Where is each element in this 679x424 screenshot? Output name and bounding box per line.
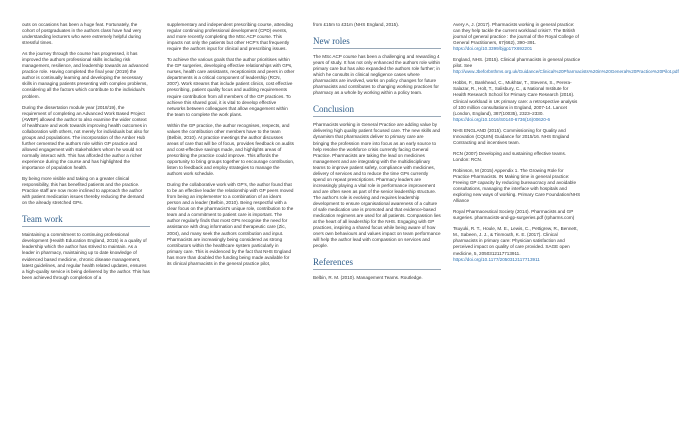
- reference-item: [453, 22, 581, 52]
- reference-text: Tsuyuki, R. T., Houle, M. E., Lewis, C., Pettigrew, R., Bennett, M., Sabeen, J. J., & Tinmouth, K. E. (2017). Clinical pharmacists in primary care: Physician satisfaction and perceived impact on quality of care provided. SAGE open medicine, 5, 2050312117713911.: [453, 226, 578, 256]
- reference-link[interactable]: http://www.Jbeforbnthms.org.uk/Guidance/Clinical%20Pharmacists%20in%20General%20Practice%20Pilot.pdf: [453, 69, 679, 75]
- section-divider: [22, 226, 150, 227]
- paragraph: During the dissertation module year (2018/19), the requirement of completing an Advanced Work Based Project (AWBP) allowed the author to also examine the wider context of healthcare and work towards improving health outcomes in collaboration with others, not merely for individuals but also for groups and populations. The incorporation of the Amber Hub further cemented the authors role within GP practice and allowed engagement with stakeholders whom he would not normally interact with. This has afforded the author a richer experience during the course and has highlighted the importance of population health.: [22, 104, 149, 171]
- column-3: [313, 22, 441, 286]
- paragraph: As the journey through the course has progressed, it has improved the authors professional skills including risk management, resilience, and leadership towards an advanced practice role. Having completed the final year (2019) the author is continually learning and developing the necessary skills in managing patients presenting with complex problems, considering all the factors which contribute to the individual's problem.: [22, 51, 149, 99]
- column-2: [167, 22, 295, 272]
- reference-item: [453, 57, 679, 75]
- reference-item: [453, 226, 581, 262]
- reference-item: [453, 209, 581, 221]
- section-heading-conclusion: Conclusion: [313, 104, 355, 115]
- reference-item: [453, 151, 581, 163]
- column-1: [22, 22, 150, 286]
- reference-link[interactable]: https://doi.org/10.1016/S0140-6736(16)00620-6: [453, 116, 551, 122]
- paragraph: supplementary and independent prescribing course, attending regular continuing professional development (CPD) events, and more recently completing the MSc ACP course. This impacts not only the patients but other HCP's that frequently require the authors input for clinical and prescribing issues.: [167, 22, 293, 52]
- reference-text: Royal Pharmaceutical Society (2014). Pharmacists and GP surgeries. pharmacists-and-gp-surgeries.pdf (rpharms.com): [453, 209, 575, 221]
- section-heading-new-roles: New roles: [313, 36, 350, 47]
- section-heading-team-work: Team work: [22, 214, 63, 225]
- section-divider: [313, 116, 441, 117]
- section-divider: [313, 48, 441, 49]
- paragraph: outs on occasions has been a huge feat. Fortunately, the cohort of postgraduates in the authors class have had very understanding lecturers who were extremely helpful during stressful times.: [22, 22, 142, 46]
- reference-item: Belbin, R. M. (2010). Management Teams. Routledge.: [313, 275, 423, 281]
- column-4: [453, 22, 679, 268]
- paragraph: The MSc ACP course has been a challenging and rewarding 4 years of study. It has not only enhanced the authors role within primary care but has also expanded the authors role further; in which he consults in clinical negligence cases where pharmacists are involved, works on policy changes for future pharmacists and contributes to changing working practices for pharmacy as a whole by working within a policy team.: [313, 54, 441, 96]
- reference-item: [453, 168, 581, 204]
- reference-text: Avery A, J. (2017). Pharmacists working in general practice: can they help tackle the current workload crisis?. The British journal of general practice : the journal of the Royal College of General Practitioners, 67(662), 390–391.: [453, 22, 579, 46]
- paragraph: Maintaining a commitment to continuing professional development (Health Education England, 2015) is a quality of leadership which the author has strived to maintain. As a leader in pharmacy, maintaining up to date knowledge of evidenced based medicine, chronic disease management, latest guidelines, and regular health related updates, ensures a high-quality service is being delivered by the author. This has been achieved through completion of a: [22, 232, 150, 280]
- reference-item: [453, 128, 581, 146]
- paragraph: Pharmacists working in General Practice are adding value by delivering high quality patient focused care. The new skills and dynamism that pharmacists deliver to primary care are bringing the profession more into focus as an early source to help resolve the workforce crisis currently facing General Practice. Pharmacists are taking the lead on medicines management and are integrating with the multidisciplinary teams to improve patient safety, compliance with medicines, delivery of services and to reduce the time GPs currently spend on repeat prescriptions. Pharmacy leaders are increasingly playing a vital role in performance improvement and are often seen as part of the senior leadership structure. The author's role is evolving and requires leadership development to ensure organisational awareness of a culture of safe medication use is promoted and that evidence-based medication regimens are used for all patients. Compassion lies at the heart of all leadership for the NHS. Engaging with GP practices, inspiring a shared focus while being aware of how one's own behaviours and values impact on team performance will help the author lead with compassion on services and people.: [313, 122, 441, 249]
- paragraph: Within the GP practice, the author recognises, respects, and values the contribution other members have to the team (Belbin, 2010). At practice meetings the author discusses areas of care that will be of focus, provides feedback on audits and cost-effective savings made, and highlights areas of prescribing the practice could improve. This affords the opportunity to bring groups together to encourage contribution, listen to feedback and employ strategies to manage the authors work schedule.: [167, 122, 295, 177]
- section-divider: [313, 269, 441, 270]
- reference-text: Robinson, M (2015) Appendix 1. The Growing Role for Practice Pharmacists. IN Making time in general practice: Freeing GP capacity by reducing bureaucracy and avoidable consultations, managing the interface with hospitals and exploring new ways of working. Primary Care Foundation/NHS Alliance: [453, 167, 581, 204]
- reference-link[interactable]: https://doi.org/10.1177/2050312117713911: [453, 256, 540, 262]
- paragraph: By being more visible and taking on a greater clinical responsibility, this has benefited patients and the practice. Practice staff are now more inclined to approach the author with patient medication issues thereby reducing the demand on the already stretched GPs.: [22, 176, 145, 206]
- paragraph: To achieve the various goals that the author prioritises within the GP surgeries, developing effective relationships with GPs, nurses, health care assistants, receptionists and peers in other departments is a critical component of leadership (RCN, 2007). Work streams that include patient clinics, cost effective prescribing, patient quality focus and auditing requirements require contribution from all members of the GP practices. To achieve this shared goal, it is vital to develop effective networks between colleagues that allow engagement within the team to complete the work plans.: [167, 57, 295, 117]
- reference-text: RCN (2007) Developing and sustaining effective teams. London: RCN.: [453, 150, 567, 162]
- paragraph: During the collaborative work with GP's, the author found that to be an effective leader the relationship with GP peers moved from being an implementer to a combination of an idea's person and a leader (Belbin, 2010). Being respectful with a clear focus on the pharmacist's unique role, contribution to the team and a commitment to patient care is important. The author regularly finds that most GPs recognise the need for assistance with drug information and therapeutic care (Zic, 2004), and many seek the authors contribution and input. Pharmacists are increasingly being considered as strong contributors within the healthcare system particularly in primary care. This is evidenced by the fact that NHS England has more than doubled the funding being made available for its clinical pharmacists in the general practice pilot,: [167, 182, 294, 266]
- reference-text: Hobbs, F., Bankhead, C., Mukhtar, T., Stevens, S., Perera-Salazar, R., Holt, T., Salisbury, C., & National Institute for Health Research School for Primary Care Research (2016). Clinical workload in UK primary care: a retrospective analysis of 100 million consultations in England, 2007-14. Lancet (London, England), 387(10035), 2323–2330.: [453, 80, 578, 116]
- paragraph: from £15m to £31m (NHS England, 2015).: [313, 22, 400, 27]
- reference-link[interactable]: https://doi.org/10.3399/bjgp17X692201: [453, 46, 533, 52]
- reference-text: NHS ENGLAND (2015). Commissioning for Quality and Innovation (CQUIN) Guidance for 2015/16. NHS England Contracting and incentives team.: [453, 127, 570, 145]
- reference-text: England, NHS. (2015). Clinical pharmacists in general practice pilot. See: [453, 57, 581, 69]
- reference-item: [453, 80, 581, 122]
- section-heading-references: References: [313, 257, 353, 268]
